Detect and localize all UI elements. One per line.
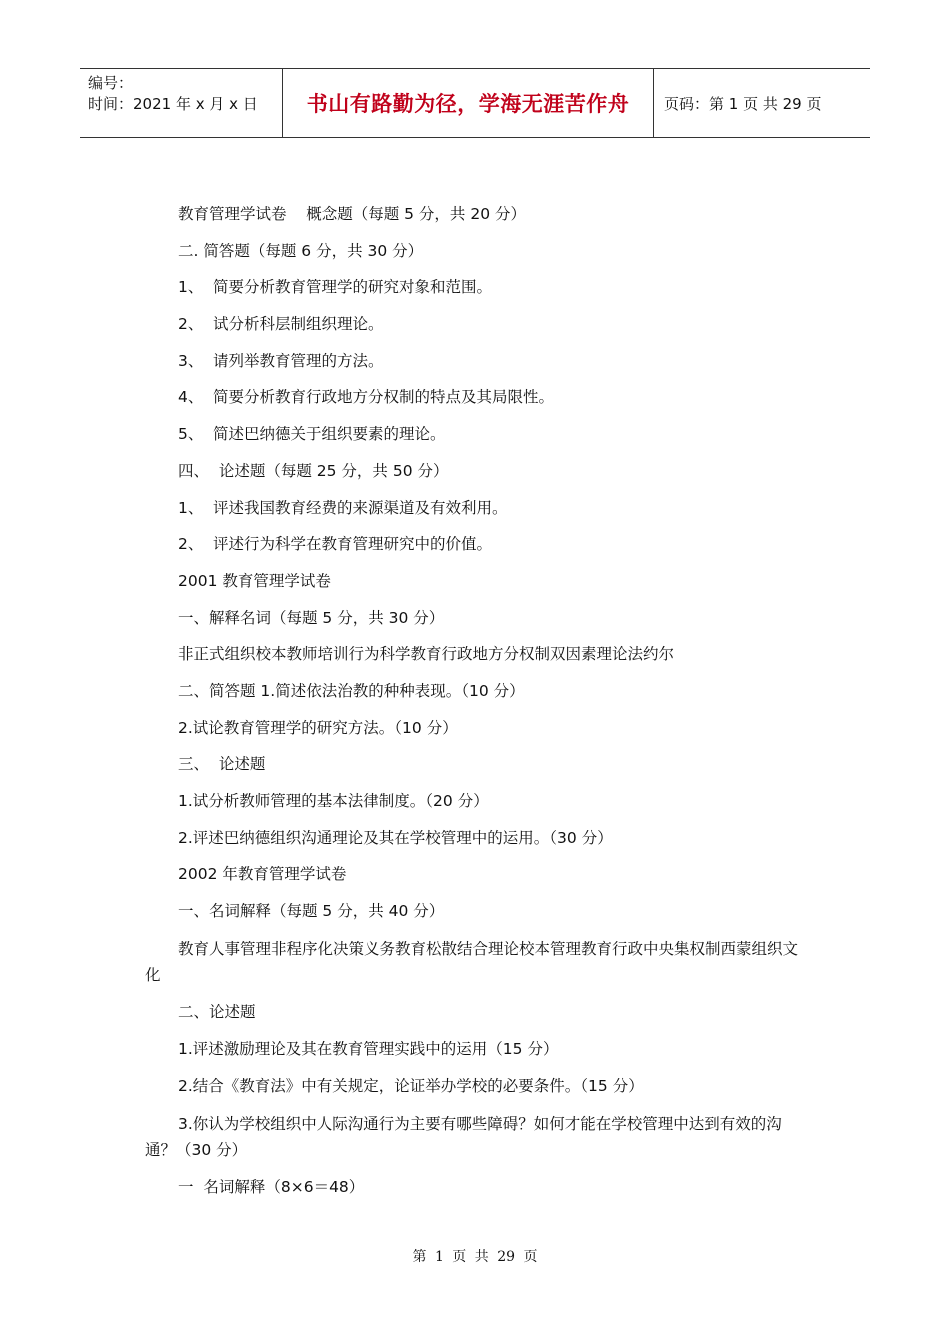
question-text: 简述巴纳德关于组织要素的理论。 [213, 425, 446, 444]
exam-title-line: 2001 教育管理学试卷 [178, 571, 331, 590]
term-list: 非正式组织校本教师培训行为科学教育行政地方分权制双因素理论法约尔 [178, 645, 675, 664]
question-item [145, 496, 805, 520]
question-text: 评述行为科学在教育管理研究中的价值。 [213, 535, 493, 554]
header-meta [80, 69, 282, 137]
question-number: 1、 [178, 278, 204, 297]
exam-title-line: 2002 年教育管理学试卷 [178, 865, 347, 884]
question-item [145, 532, 805, 556]
section-heading: 三、 论述题 [178, 755, 266, 774]
question-number: 3、 [178, 351, 204, 370]
section-heading: 二、论述题 [178, 1003, 256, 1022]
question-item [145, 312, 805, 336]
question-item: 2.结合《教育法》中有关规定，论证举办学校的必要条件。（15 分） [178, 1076, 644, 1095]
exam-title-line: 教育管理学试卷 概念题（每题 5 分，共 20 分） [178, 205, 527, 223]
section-heading: 一、解释名词（每题 5 分，共 30 分） [178, 608, 445, 627]
section-heading: 二. 简答题（每题 6 分，共 30 分） [178, 241, 424, 260]
question-item [145, 422, 805, 446]
question-number: 5、 [178, 425, 204, 444]
question-text: 简要分析教育行政地方分权制的特点及其局限性。 [213, 388, 555, 407]
header-page-info: 页码：第 1 页 共 29 页 [664, 94, 822, 113]
question-text: 评述我国教育经费的来源渠道及有效利用。 [213, 498, 508, 517]
section-heading: 四、 论述题（每题 25 分，共 50 分） [178, 461, 449, 480]
question-text: 试分析科层制组织理论。 [213, 315, 384, 334]
time-label: 时间：2021 年 x 月 x 日 [88, 95, 258, 113]
section-heading: 二、简答题 1.简述依法治教的种种表现。（10 分） [178, 681, 525, 700]
term-list: 教育人事管理非程序化决策义务教育松散结合理论校本管理教育行政中央集权制西蒙组织文化 [145, 939, 799, 984]
question-number: 1、 [178, 498, 204, 517]
code-label: 编号： [88, 74, 134, 92]
question-item: 2.评述巴纳德组织沟通理论及其在学校管理中的运用。（30 分） [178, 828, 613, 847]
question-item: 2.试论教育管理学的研究方法。（10 分） [178, 718, 458, 737]
question-number: 2、 [178, 535, 204, 554]
document-body [145, 202, 805, 1212]
page-header [80, 68, 870, 138]
question-item [145, 275, 805, 299]
question-number: 2、 [178, 315, 204, 334]
question-number: 4、 [178, 388, 204, 407]
question-text: 请列举教育管理的方法。 [213, 351, 384, 370]
question-item: 3.你认为学校组织中人际沟通行为主要有哪些障碍？如何才能在学校管理中达到有效的沟通？（30 分） [145, 1114, 782, 1159]
section-heading: 一 名词解释（8×6＝48） [178, 1178, 365, 1197]
section-heading: 一、名词解释（每题 5 分，共 40 分） [178, 902, 445, 921]
question-item: 1.试分析教师管理的基本法律制度。（20 分） [178, 792, 489, 810]
question-item [145, 349, 805, 373]
page-footer: 第 1 页 共 29 页 [412, 1249, 538, 1265]
question-item [145, 385, 805, 409]
question-item: 1.评述激励理论及其在教育管理实践中的运用（15 分） [178, 1040, 559, 1059]
header-motto: 书山有路勤为径，学海无涯苦作舟 [282, 69, 654, 137]
question-text: 简要分析教育管理学的研究对象和范围。 [213, 278, 493, 297]
